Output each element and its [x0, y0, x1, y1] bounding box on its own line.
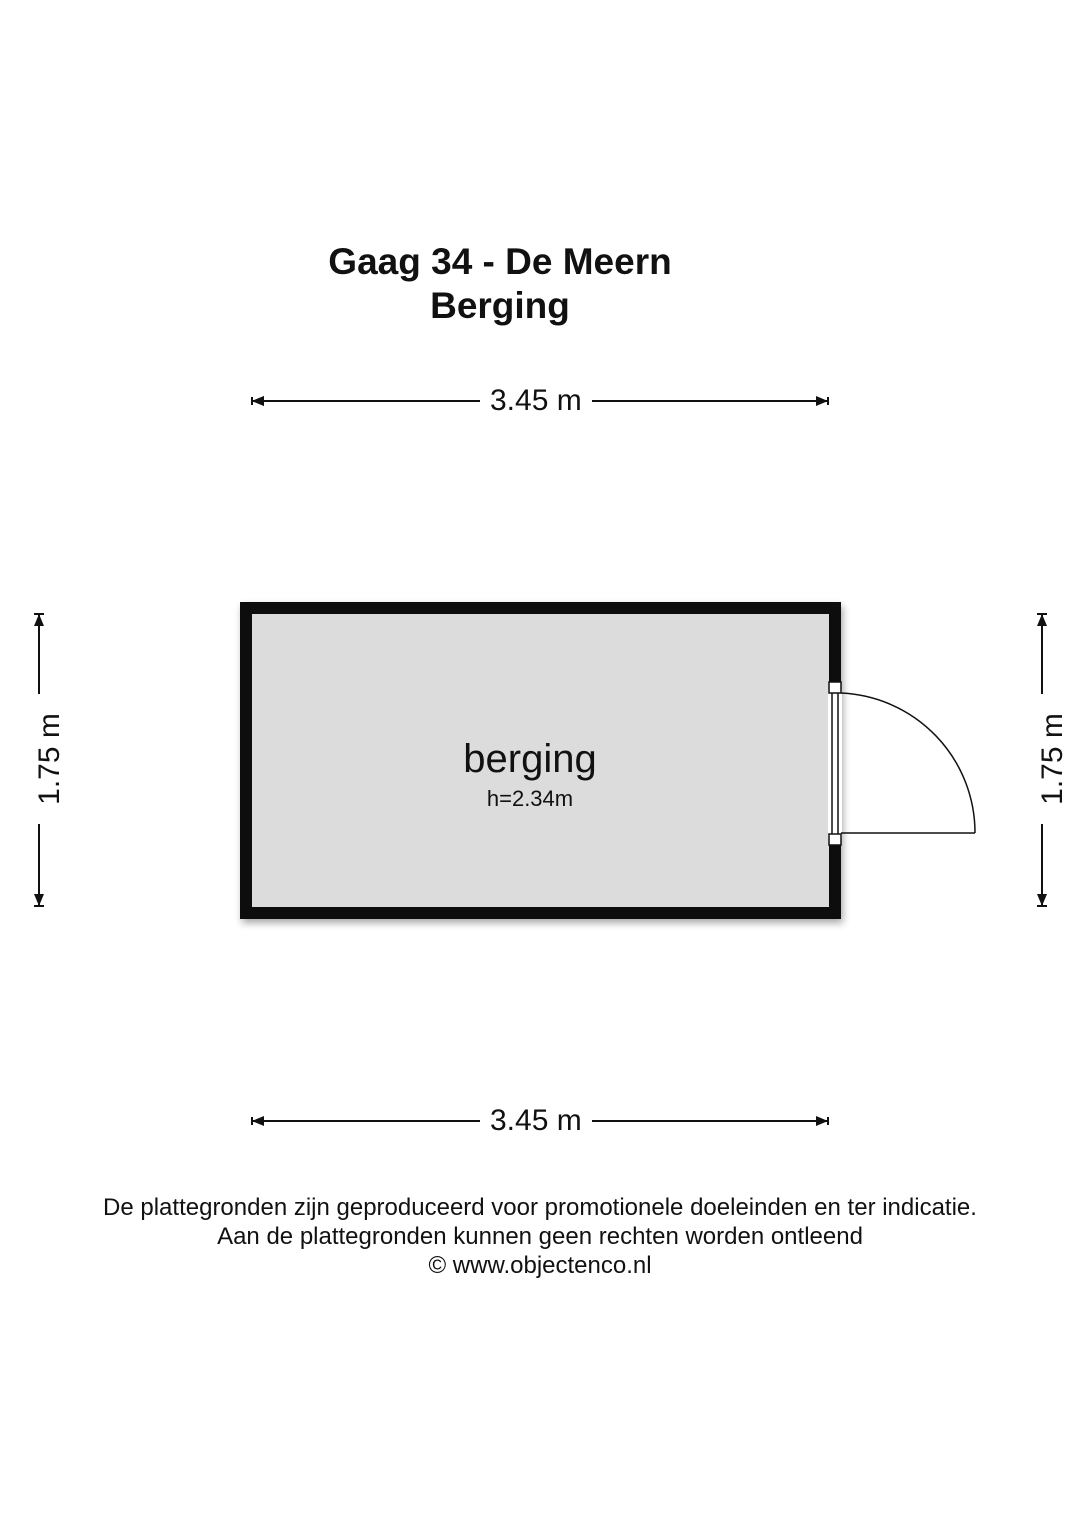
- dimension-left-label: 1.75 m: [33, 694, 67, 824]
- plan-subtitle: Berging: [430, 285, 570, 326]
- plan-title: Gaag 34 - De Meern: [328, 241, 672, 282]
- disclaimer-line-1: De plattegronden zijn geproduceerd voor promotionele doeleinden en ter indicatie.: [103, 1194, 977, 1221]
- copyright-line: © www.objectenco.nl: [428, 1252, 652, 1279]
- disclaimer-line-2: Aan de plattegronden kunnen geen rechten worden ontleend: [217, 1223, 863, 1250]
- door: [828, 682, 975, 845]
- dimension-top-label: 3.45 m: [480, 384, 592, 418]
- room-height-label: h=2.34m: [486, 786, 574, 811]
- room-name-label: berging: [463, 737, 597, 781]
- dimension-bottom-label: 3.45 m: [480, 1104, 592, 1138]
- dimension-right-label: 1.75 m: [1036, 694, 1070, 824]
